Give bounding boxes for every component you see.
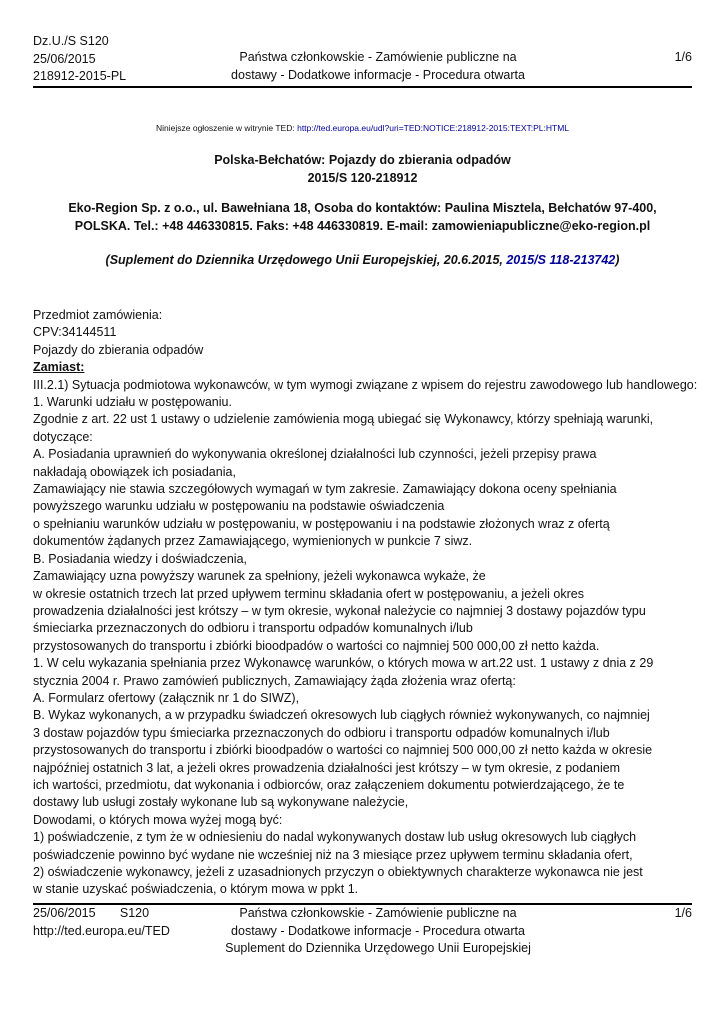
header-date: 25/06/2015 <box>33 51 96 66</box>
header-divider <box>33 86 692 88</box>
header-journal-ref: Dz.U./S S120 <box>33 34 109 48</box>
notice-body <box>33 307 698 899</box>
zamiast-heading: Zamiast: <box>33 360 85 375</box>
body-line: w stanie uzyskać poświadczenia, o którym mowa w ppkt 1. <box>33 882 359 897</box>
body-line: Zgodnie z art. 22 ust 1 ustawy o udzielenie zamówienia mogą ubiegać się Wykonawcy, którzy spełniają warunki, <box>33 412 654 427</box>
body-line: dotyczące: <box>33 429 93 444</box>
footer-series: S120 <box>119 906 150 920</box>
ted-notice <box>0 123 725 133</box>
subject-name: Pojazdy do zbierania odpadów <box>33 342 204 357</box>
body-line: B. Wykaz wykonanych, a w przypadku świadczeń okresowych lub ciągłych również wykonywanych, co najmniej <box>33 708 650 723</box>
body-line: Dowodami, o których mowa wyżej mogą być: <box>33 812 283 827</box>
body-line: śmieciarka przeznaczonych do odbioru i transportu odpadów komunalnych i/lub <box>33 621 473 636</box>
contact-line-2: POLSKA. Tel.: +48 446330815. Faks: +48 446330819. E-mail: zamowieniapubliczne@eko-region.pl <box>74 218 651 233</box>
footer-center-line-2: dostawy - Dodatkowe informacje - Procedura otwarta <box>231 923 525 938</box>
body-line: w okresie ostatnich trzech lat przed upływem terminu składania ofert w postępowaniu, a jeżeli okres <box>33 586 584 601</box>
header-page-number: 1/6 <box>674 50 692 64</box>
footer-date-line <box>33 905 170 923</box>
body-line: nakładają obowiązek ich posiadania, <box>33 464 236 479</box>
header-center-line-1: Państwa członkowskie - Zamówienie publiczne na <box>239 50 517 64</box>
body-line: przystosowanych do transportu i zbiórki bioodpadów o wartości co najmniej 500 000,00 zł netto każda w okresie <box>33 743 653 758</box>
body-line: poświadczenie powinno być wydane nie wcześniej niż na 3 miesiące przez upływem terminu składania ofert, <box>33 847 633 862</box>
contracting-authority <box>60 200 665 235</box>
body-line: Zamawiający uzna powyższy warunek za spełniony, jeżeli wykonawca wykaże, że <box>33 569 486 584</box>
body-line: przystosowanych do transportu i zbiórki bioodpadów o wartości co najmniej 500 000,00 zł netto każda. <box>33 638 600 653</box>
body-line: 2) oświadczenie wykonawcy, jeżeli z uzasadnionych przyczyn o obiektywnych charakterze wykonawca nie jest <box>33 865 643 879</box>
supplement-link[interactable]: 2015/S 118-213742 <box>506 253 616 267</box>
body-text <box>33 377 698 899</box>
notice-title <box>0 152 725 187</box>
body-line: A. Posiadania uprawnień do wykonywania określonej działalności lub czynności, jeżeli przepisy prawa <box>33 447 597 462</box>
supplement-text: (Suplement do Dziennika Urzędowego Unii Europejskiej, 20.6.2015, <box>105 253 507 267</box>
body-line: III.2.1) Sytuacja podmiotowa wykonawców, w tym wymogi związane z wpisem do rejestru zawodowego lub handlowego: <box>33 377 698 392</box>
body-line: powyższego warunku udziału w postępowaniu na podstawie oświadczenia <box>33 499 445 514</box>
footer-page-number: 1/6 <box>674 906 692 920</box>
body-line: prowadzenia działalności jest krótszy – w tym okresie, wykonał należycie co najmniej 3 dostawy pojazdów typu <box>33 603 646 618</box>
footer-center-line-1: Państwa członkowskie - Zamówienie publiczne na <box>239 906 517 920</box>
header-notice-id: 218912-2015-PL <box>33 69 127 83</box>
body-line: A. Formularz ofertowy (załącznik nr 1 do SIWZ), <box>33 690 300 705</box>
header-center <box>213 49 543 84</box>
body-line: stycznia 2004 r. Prawo zamówień publicznych, Zamawiający żąda złożenia wraz ofertą: <box>33 673 516 688</box>
body-line: dokumentów żądanych przez Zamawiającego, wymienionych w punkcie 7 siwz. <box>33 534 473 549</box>
footer-date: 25/06/2015 <box>33 906 96 920</box>
body-line: najpóźniej ostatnich 3 lat, a jeżeli okres prowadzenia działalności jest krótszy – w tym okresie, z podaniem <box>33 760 621 775</box>
body-line: 1) poświadczenie, z tym że w odniesieniu do nadal wykonywanych dostaw lub usług okresowych lub ciągłych <box>33 830 637 845</box>
footer-center-line-3: Suplement do Dziennika Urzędowego Unii Europejskiej <box>225 941 531 955</box>
body-line: 1. Warunki udziału w postępowaniu. <box>33 395 232 410</box>
footer-url: http://ted.europa.eu/TED <box>33 923 170 938</box>
cpv-code: CPV:34144511 <box>33 325 117 340</box>
body-line: 3 dostaw pojazdów typu śmieciarka przeznaczonych do odbioru i transportu odpadów komunalnych i/lub <box>33 725 610 740</box>
page-header <box>33 33 692 87</box>
body-line: B. Posiadania wiedzy i doświadczenia, <box>33 551 248 566</box>
body-line: o spełnianiu warunków udziału w postępowaniu, w postępowaniu i na podstawie złożonych wraz z ofertą <box>33 516 610 531</box>
subject-label: Przedmiot zamówienia: <box>33 308 163 322</box>
supplement-close: ) <box>615 253 620 267</box>
page-footer <box>33 905 692 965</box>
ted-notice-prefix: Niniejsze ogłoszenie w witrynie TED: <box>156 123 298 133</box>
ted-notice-link[interactable]: http://ted.europa.eu/udl?uri=TED:NOTICE:218912-2015:TEXT:PL:HTML <box>297 123 569 133</box>
notice-title-line-1: Polska-Bełchatów: Pojazdy do zbierania odpadów <box>214 153 511 167</box>
header-left <box>33 33 126 86</box>
notice-title-line-2: 2015/S 120-218912 <box>307 170 418 185</box>
supplement-reference <box>0 253 725 267</box>
contact-line-1: Eko-Region Sp. z o.o., ul. Bawełniana 18, Osoba do kontaktów: Paulina Misztela, Bełchatów 97-400, <box>68 201 657 215</box>
footer-center <box>213 905 543 958</box>
body-line: dostawy lub usługi zostały wykonane lub są wykonywane należycie, <box>33 795 409 810</box>
footer-left <box>33 905 170 940</box>
body-line: 1. W celu wykazania spełniania przez Wykonawcę warunków, o których mowa w art.22 ust. 1 ustawy z dnia z 29 <box>33 656 654 671</box>
header-center-line-2: dostawy - Dodatkowe informacje - Procedura otwarta <box>231 67 525 82</box>
body-line: ich wartości, przedmiotu, dat wykonania i odbiorców, oraz załączeniem dokumentu potwierdzającego, że te <box>33 777 625 792</box>
body-line: Zamawiający nie stawia szczegółowych wymagań w tym zakresie. Zamawiający dokona oceny spełniania <box>33 482 617 497</box>
